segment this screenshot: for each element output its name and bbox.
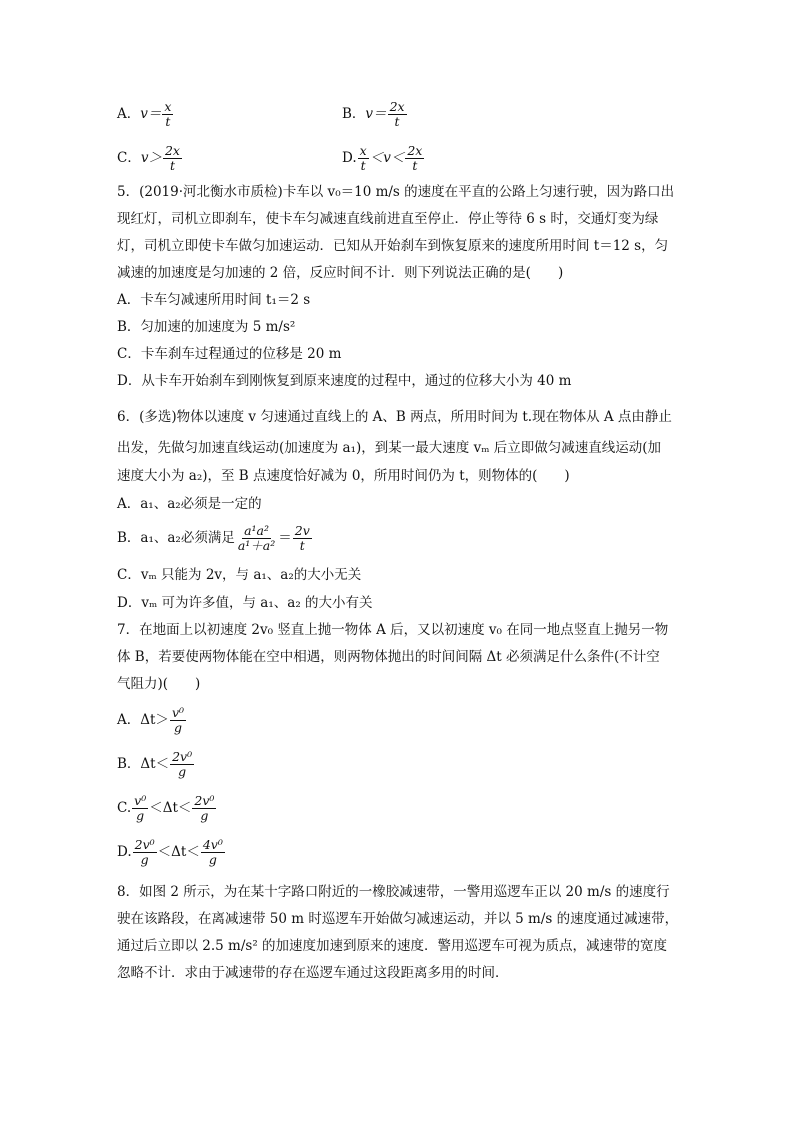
q7-stem-line: 7．在地面上以初速度 2v₀ 竖直上抛一物体 A 后，又以初速度 v₀ 在同一地点竖直上抛另一物 <box>117 622 669 638</box>
q7-option-a: A．Δt＞ $\frac{\text{v⁰}}{g}$ <box>117 705 185 735</box>
q4-option-b: B．v＝ $\frac{2x}{t}$ <box>342 99 405 129</box>
fraction: $\frac{\text{v⁰}}{g}$ <box>171 705 185 735</box>
fraction: $\frac{\text{4v⁰}}{g}$ <box>202 837 223 867</box>
q6-stem-line: 速度大小为 a₂)，至 B 点速度恰好减为 0，所用时间仍为 t，则物体的( ) <box>117 468 570 484</box>
q6-option-a: A．a₁、a₂必须是一定的 <box>117 496 262 512</box>
q5-option-a: A．卡车匀减速所用时间 t₁＝2 s <box>117 292 311 308</box>
q5-stem-line: 5．(2019·河北衡水市质检)卡车以 v₀＝10 m/s 的速度在平直的公路上匀速行驶，因为路口出 <box>117 184 675 200</box>
q5-stem-line: 现红灯，司机立即刹车，使卡车匀减速直线前进直至停止．停止等待 6 s 时，交通灯变为绿 <box>117 211 659 227</box>
q4-option-d: D. $\frac{x}{t}$ ＜v＜ $\frac{2x}{t}$ <box>342 143 423 173</box>
q6-stem-line: 6．(多选)物体以速度 v 匀速通过直线上的 A、B 两点，所用时间为 t.现在物体从 A 点由静止 <box>117 409 672 425</box>
q5-option-d: D．从卡车开始刹车到刚恢复到原来速度的过程中，通过的位移大小为 40 m <box>117 373 572 389</box>
q8-stem-line: 忽略不计．求由于减速带的存在巡逻车通过这段距离多用的时间． <box>117 965 509 981</box>
q7-option-d: D. $\frac{\text{2v⁰}}{g}$ ＜Δt＜ $\frac{\text{4v⁰}}{g}$ <box>117 837 223 867</box>
q5-stem-line: 减速的加速度是匀加速的 2 倍，反应时间不计．则下列说法正确的是( ) <box>117 265 564 281</box>
q5-option-c: C．卡车刹车过程通过的位移是 20 m <box>117 346 342 362</box>
fraction: $\frac{x}{t}$ <box>164 99 172 129</box>
fraction: $\frac{2v}{t}$ <box>294 523 310 553</box>
q8-stem-line: 驶在该路段，在离减速带 50 m 时巡逻车开始做匀减速运动，并以 5 m/s 的速度通过减速带， <box>117 911 679 927</box>
q8-stem-line: 8．如图 2 所示，为在某十字路口附近的一橡胶减速带，一警用巡逻车正以 20 m/s 的速度行 <box>117 884 670 900</box>
q8-stem-line: 通过后立即以 2.5 m/s² 的加速度加速到原来的速度．警用巡逻车可视为质点，减速带的宽度 <box>117 938 668 954</box>
fraction: $\frac{\text{v⁰}}{g}$ <box>134 793 147 823</box>
q7-stem-line: 气阻力)( ) <box>117 676 201 692</box>
q5-option-b: B．匀加速的加速度为 5 m/s² <box>117 319 296 335</box>
q6-stem-line: 出发，先做匀加速直线运动(加速度为 a₁)，到某一最大速度 vₘ 后立即做匀减速直线运动(加 <box>117 440 662 456</box>
q7-option-b: B．Δt＜ $\frac{\text{2v⁰}}{g}$ <box>117 749 193 779</box>
fraction: $\frac{2x}{t}$ <box>164 143 180 173</box>
fraction: $\frac{\text{a¹a²}}{\text{a¹＋a²}}$ <box>237 523 276 553</box>
q4-option-c: C．v＞ $\frac{2x}{t}$ <box>117 143 180 173</box>
fraction: $\frac{\text{2v⁰}}{g}$ <box>172 749 193 779</box>
q5-stem-line: 灯，司机立即使卡车做匀加速运动．已知从开始刹车到恢复原来的速度所用时间 t＝12 s，匀 <box>117 238 669 254</box>
fraction: $\frac{x}{t}$ <box>359 143 367 173</box>
fraction: $\frac{2x}{t}$ <box>407 143 423 173</box>
fraction: $\frac{\text{2v⁰}}{g}$ <box>134 837 155 867</box>
q4-option-a: A．v＝ $\frac{x}{t}$ <box>117 99 172 129</box>
q7-option-c: C. $\frac{\text{v⁰}}{g}$ ＜Δt＜ $\frac{\text{2v⁰}}{g}$ <box>117 793 215 823</box>
q6-option-b: B．a₁、a₂必须满足 $\frac{\text{a¹a²}}{\text{a¹＋a²}}$ ＝ $\frac{2v}{t}$ <box>117 523 310 553</box>
q6-option-d: D．vₘ 可为许多值，与 a₁、a₂ 的大小有关 <box>117 595 373 611</box>
q6-option-c: C．vₘ 只能为 2v，与 a₁、a₂的大小无关 <box>117 567 362 583</box>
fraction: $\frac{2x}{t}$ <box>389 99 405 129</box>
fraction: $\frac{\text{2v⁰}}{g}$ <box>194 793 215 823</box>
q7-stem-line: 体 B，若要使两物体能在空中相遇，则两物体抛出的时间间隔 Δt 必须满足什么条件(不计空 <box>117 649 660 665</box>
